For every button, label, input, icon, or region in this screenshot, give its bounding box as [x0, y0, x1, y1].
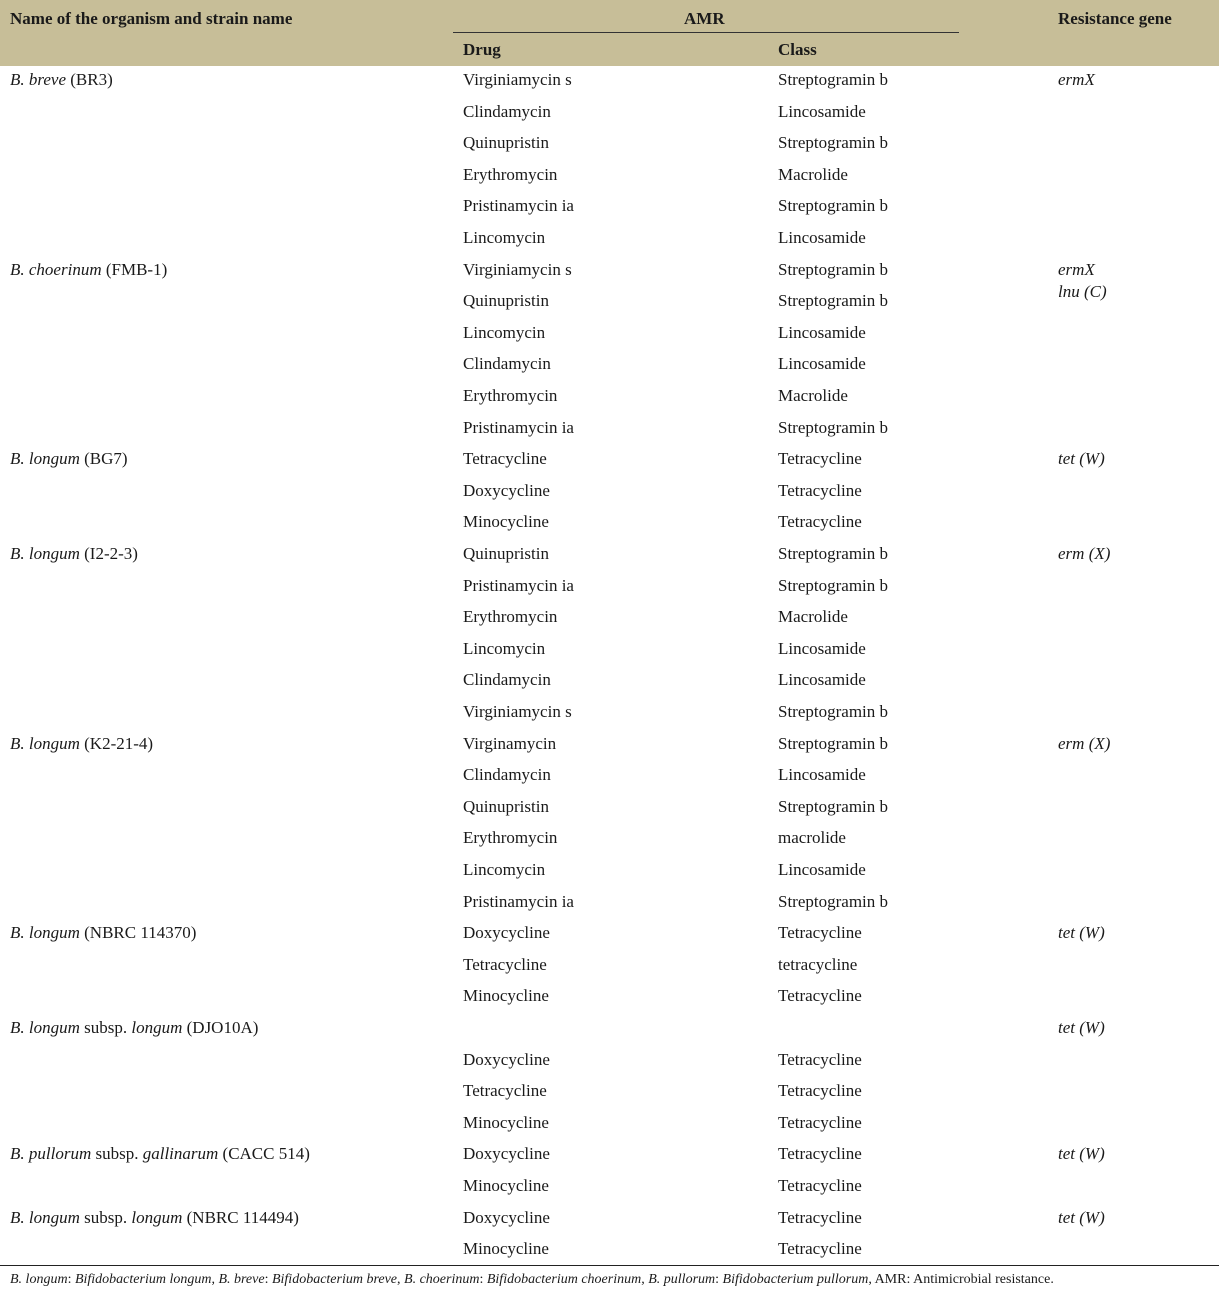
italic-text: B. choerinum — [10, 259, 102, 279]
resistance-gene — [1058, 1208, 1105, 1228]
gene-label: erm (X) — [1058, 544, 1111, 563]
drug-name: Quinupristin — [463, 544, 549, 563]
organism-name — [10, 449, 128, 469]
resistance-gene — [1058, 923, 1105, 943]
organism-name — [10, 1208, 299, 1228]
drug-name: Clindamycin — [463, 670, 551, 690]
table-row — [0, 888, 1219, 920]
table-row — [0, 824, 1219, 856]
italic-text: B. longum — [10, 449, 80, 469]
drug-class: Tetracycline — [778, 1176, 862, 1195]
drug-name: Tetracycline — [463, 1081, 547, 1101]
drug-class: Streptogramin b — [778, 575, 889, 595]
table-row — [0, 66, 1219, 98]
drug-name: Erythromycin — [463, 828, 558, 848]
italic-text: Bifidobacterium pullorum — [722, 1272, 869, 1287]
resistance-gene — [1058, 734, 1110, 754]
drug-name: Pristinamycin ia — [463, 575, 574, 595]
italic-text: Bifidobacterium choerinum — [486, 1272, 642, 1287]
table-row — [0, 1014, 1219, 1046]
organism-name — [10, 544, 138, 564]
organism-name — [10, 923, 196, 943]
drug-class: tetracycline — [778, 954, 858, 974]
resistance-gene — [1058, 449, 1105, 469]
text: , — [397, 1272, 405, 1287]
gene-label: tet (W) — [1058, 1207, 1105, 1227]
gene-label: tet (W) — [1058, 449, 1105, 469]
text: (I2-2-3) — [79, 544, 138, 563]
resistance-gene — [1058, 1018, 1105, 1038]
text: , — [641, 1272, 649, 1287]
table-row — [0, 540, 1219, 572]
italic-text: B. longum — [10, 923, 80, 943]
drug-name: Erythromycin — [463, 607, 558, 627]
drug-name: Doxycycline — [463, 1049, 550, 1069]
header-amr: AMR — [684, 9, 725, 28]
table-row — [0, 856, 1219, 888]
drug-class: Streptogramin b — [778, 544, 889, 563]
table-row — [0, 793, 1219, 825]
italic-text: longum — [131, 1207, 183, 1227]
drug-class: Streptogramin b — [778, 417, 889, 437]
table-row — [0, 224, 1219, 256]
drug-class: Streptogramin b — [778, 702, 889, 721]
table-row — [0, 98, 1219, 130]
drug-class: Tetracycline — [778, 449, 862, 469]
drug-class: Lincosamide — [778, 765, 866, 785]
table-row — [0, 635, 1219, 667]
text: : — [67, 1272, 75, 1287]
drug-class: Tetracycline — [778, 1207, 862, 1227]
table-row — [0, 666, 1219, 698]
gene-label: tet (W) — [1058, 1018, 1105, 1037]
italic-text: B. breve — [10, 70, 67, 89]
header-class: Class — [778, 40, 817, 59]
drug-class: Streptogramin b — [778, 291, 889, 311]
header-gene: Resistance gene — [1058, 9, 1172, 28]
gene-label: ermX — [1058, 70, 1095, 89]
table-row — [0, 445, 1219, 477]
drug-name: Lincomycin — [463, 860, 546, 879]
drug-class: Lincosamide — [778, 354, 866, 374]
italic-text: gallinarum — [142, 1144, 219, 1164]
drug-class: Macrolide — [778, 164, 848, 184]
drug-class: Lincosamide — [778, 860, 866, 879]
table-row — [0, 1046, 1219, 1078]
table-row — [0, 1109, 1219, 1141]
table-row — [0, 477, 1219, 509]
drug-name: Virginamycin — [463, 733, 557, 753]
table-row — [0, 730, 1219, 762]
text: (CACC 514) — [218, 1144, 310, 1164]
drug-name: Virginiamycin s — [463, 702, 572, 721]
drug-name: Lincomycin — [463, 322, 546, 342]
text: : — [264, 1272, 272, 1287]
table-row — [0, 603, 1219, 635]
table-row — [0, 287, 1219, 319]
drug-class: Tetracycline — [778, 1239, 862, 1259]
table-row — [0, 414, 1219, 446]
drug-class: Tetracycline — [778, 1112, 862, 1132]
gene-label: tet (W) — [1058, 1144, 1105, 1164]
italic-text: B. choerinum — [404, 1272, 480, 1287]
text: (K2-21-4) — [79, 733, 154, 753]
drug-class: Tetracycline — [778, 512, 862, 532]
text: (NBRC 114370) — [79, 923, 197, 943]
drug-name: Minocycline — [463, 1112, 549, 1132]
drug-name: Quinupristin — [463, 133, 549, 153]
italic-text: longum — [131, 1018, 183, 1037]
text: subsp. — [79, 1207, 132, 1227]
table-row — [0, 1172, 1219, 1204]
gene-label: tet (W) — [1058, 923, 1105, 943]
text: (NBRC 114494) — [182, 1207, 299, 1227]
table-row — [0, 382, 1219, 414]
drug-class: Streptogramin b — [778, 733, 889, 753]
table-bottom-rule — [0, 1265, 1219, 1266]
footnote — [10, 1271, 1054, 1289]
drug-name: Doxycycline — [463, 1207, 550, 1227]
table-row — [0, 572, 1219, 604]
table-row — [0, 1140, 1219, 1172]
table-row — [0, 192, 1219, 224]
drug-name: Virginiamycin s — [463, 70, 572, 89]
italic-text: B. longum — [10, 733, 80, 753]
drug-class: Streptogramin b — [778, 196, 889, 216]
table-row — [0, 951, 1219, 983]
table-row — [0, 982, 1219, 1014]
drug-name: Tetracycline — [463, 954, 547, 974]
italic-text: B. longum — [10, 1207, 80, 1227]
drug-class: Tetracycline — [778, 1144, 862, 1164]
header-drug: Drug — [463, 40, 501, 59]
drug-class: Lincosamide — [778, 322, 866, 342]
organism-name — [10, 260, 167, 280]
drug-class: Streptogramin b — [778, 891, 889, 911]
italic-text: B. longum — [10, 1018, 80, 1037]
drug-name: Minocycline — [463, 512, 549, 532]
italic-text: B. longum — [10, 1272, 68, 1287]
text: subsp. — [91, 1144, 143, 1164]
gene-label: lnu (C) — [1058, 281, 1107, 301]
gene-label: erm (X) — [1058, 733, 1111, 753]
gene-label: ermX — [1058, 259, 1095, 279]
text: , — [211, 1272, 219, 1287]
drug-class: Streptogramin b — [778, 796, 889, 816]
italic-text: B. pullorum — [10, 1144, 92, 1164]
organism-name — [10, 70, 113, 90]
drug-class: Macrolide — [778, 607, 848, 627]
drug-name: Doxycycline — [463, 480, 550, 500]
drug-name: Quinupristin — [463, 291, 549, 311]
italic-text: B. breve — [218, 1272, 265, 1287]
drug-name: Minocycline — [463, 1239, 549, 1259]
text: : — [479, 1272, 487, 1287]
italic-text: Bifidobacterium breve — [271, 1272, 398, 1287]
text: subsp. — [79, 1018, 132, 1037]
amr-divider — [453, 32, 959, 33]
resistance-gene — [1058, 1144, 1105, 1164]
drug-class: Lincosamide — [778, 638, 866, 658]
header-organism: Name of the organism and strain name — [10, 9, 293, 28]
drug-name: Clindamycin — [463, 354, 551, 374]
text: : — [715, 1272, 723, 1287]
table-row — [0, 1204, 1219, 1236]
table-row — [0, 1077, 1219, 1109]
drug-name: Pristinamycin ia — [463, 196, 574, 216]
drug-name: Tetracycline — [463, 449, 547, 469]
text: , AMR: Antimicrobial resistance. — [868, 1272, 1054, 1287]
drug-name: Quinupristin — [463, 796, 549, 816]
organism-name — [10, 1018, 258, 1038]
text: (BG7) — [79, 449, 128, 469]
table-row — [0, 698, 1219, 730]
table-row — [0, 761, 1219, 793]
drug-name: Clindamycin — [463, 101, 551, 121]
text: (FMB-1) — [101, 259, 168, 279]
table-row — [0, 350, 1219, 382]
drug-name: Pristinamycin ia — [463, 891, 574, 911]
drug-class: Lincosamide — [778, 228, 866, 247]
drug-name: Pristinamycin ia — [463, 417, 574, 437]
drug-name: Virginiamycin s — [463, 259, 572, 279]
drug-class: Tetracycline — [778, 480, 862, 500]
drug-name: Doxycycline — [463, 923, 550, 943]
drug-class: Streptogramin b — [778, 70, 889, 89]
resistance-gene — [1058, 544, 1110, 564]
text: (BR3) — [66, 70, 113, 89]
table-header — [0, 0, 1219, 66]
drug-name: Doxycycline — [463, 1144, 550, 1164]
drug-class: Streptogramin b — [778, 259, 889, 279]
italic-text: Bifidobacterium longum — [74, 1272, 212, 1287]
table-row — [0, 508, 1219, 540]
drug-class: Lincosamide — [778, 670, 866, 690]
table-row — [0, 319, 1219, 351]
italic-text: B. pullorum — [648, 1272, 716, 1287]
drug-name: Lincomycin — [463, 638, 546, 658]
drug-class: Tetracycline — [778, 1049, 862, 1069]
table-row — [0, 129, 1219, 161]
drug-class: Tetracycline — [778, 923, 862, 943]
drug-name: Clindamycin — [463, 765, 551, 785]
resistance-gene — [1058, 70, 1095, 90]
italic-text: B. longum — [10, 544, 80, 563]
drug-class: macrolide — [778, 828, 846, 848]
drug-name: Erythromycin — [463, 386, 558, 405]
drug-class: Lincosamide — [778, 101, 866, 121]
drug-class: Tetracycline — [778, 1081, 862, 1101]
drug-name: Minocycline — [463, 986, 549, 1006]
drug-name: Lincomycin — [463, 228, 546, 247]
text: (DJO10A) — [182, 1018, 259, 1037]
organism-name — [10, 1144, 310, 1164]
drug-name: Erythromycin — [463, 164, 558, 184]
table-row — [0, 1235, 1219, 1267]
drug-class: Tetracycline — [778, 986, 862, 1006]
organism-name — [10, 734, 153, 754]
drug-name: Minocycline — [463, 1176, 549, 1195]
table-row — [0, 161, 1219, 193]
drug-class: Macrolide — [778, 386, 848, 405]
drug-class: Streptogramin b — [778, 133, 889, 153]
table-row — [0, 919, 1219, 951]
